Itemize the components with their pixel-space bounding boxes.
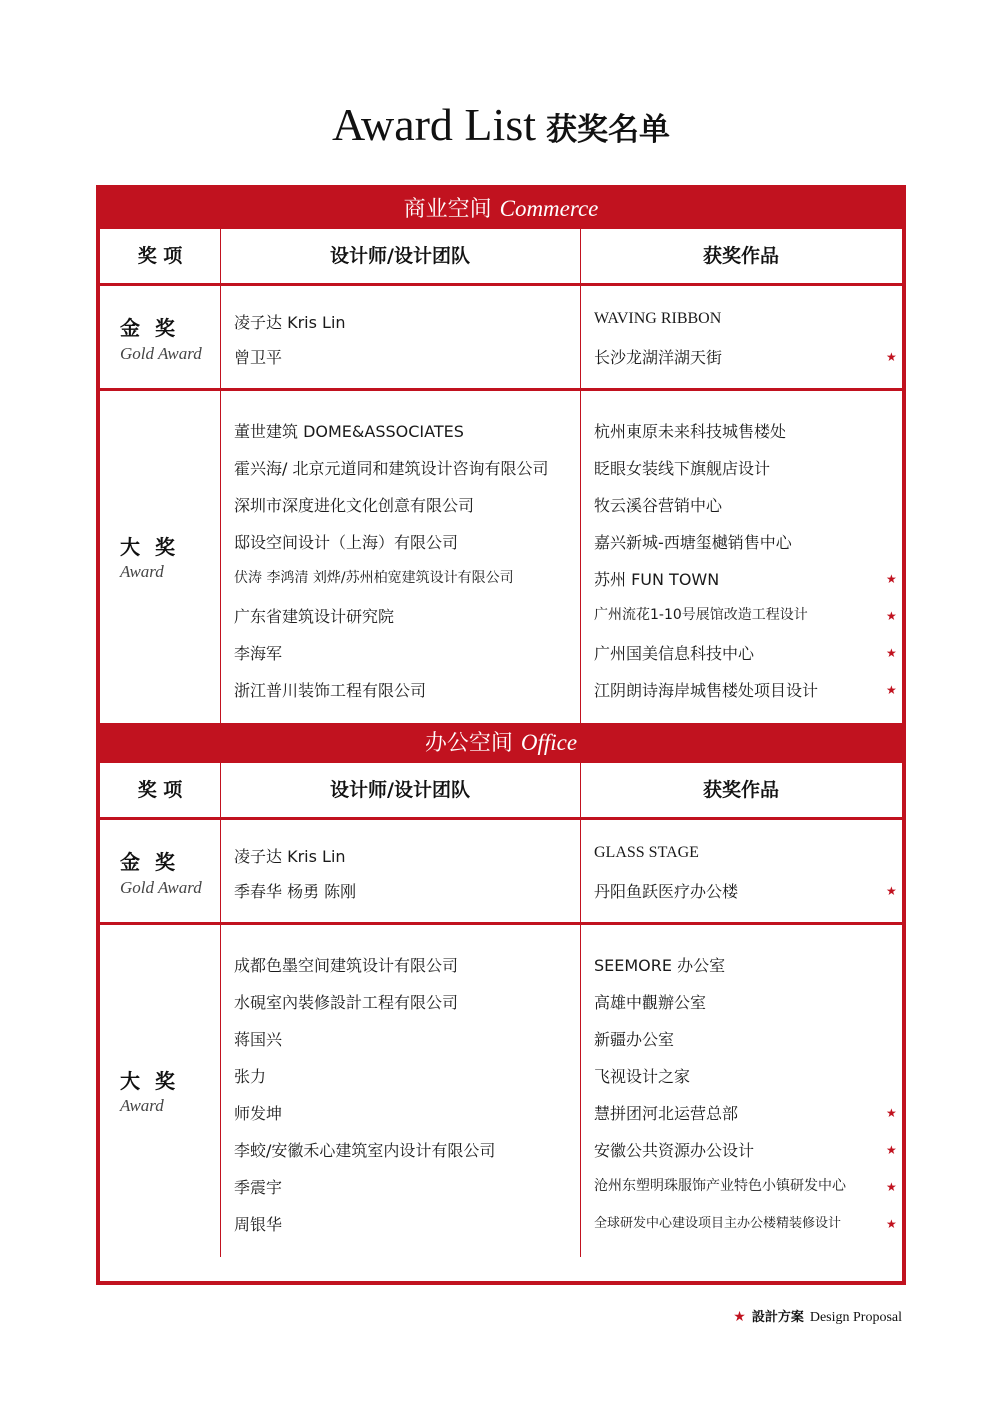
star-icon: ★: [886, 1143, 897, 1157]
header-designer: 设计师/设计团队: [330, 779, 470, 801]
designer-name: 凌子达 Kris Lin: [234, 313, 346, 332]
title-zh: 获奖名单: [546, 112, 670, 148]
award-work: 丹阳鱼跃医疗办公楼: [594, 882, 739, 901]
header-work: 获奖作品: [702, 779, 779, 801]
footer-star-icon: ★: [733, 1309, 746, 1325]
header-award: 奖 项: [137, 245, 183, 267]
section-header: [100, 189, 902, 229]
grand-award-label-en: Award: [120, 562, 164, 581]
designer-name: 水硯室內裝修設計工程有限公司: [234, 993, 459, 1012]
section-header: [100, 723, 902, 763]
section-name-en: Office: [520, 730, 578, 755]
gold-award-label: 金 奖: [120, 316, 179, 340]
award-work: 广州国美信息科技中心: [594, 644, 755, 663]
award-work: 安徽公共资源办公设计: [594, 1141, 755, 1160]
star-icon: ★: [886, 1180, 897, 1194]
award-work: 高雄中觀辦公室: [594, 993, 707, 1012]
star-icon: ★: [886, 350, 897, 364]
award-work: 广州流花1-10号展馆改造工程设计: [594, 607, 808, 623]
header-award: 奖 项: [137, 779, 183, 801]
award-work: 眨眼女装线下旗舰店设计: [594, 459, 771, 478]
designer-name: 凌子达 Kris Lin: [234, 847, 346, 866]
designer-name: 浙江普川装饰工程有限公司: [234, 681, 427, 700]
award-work: SEEMORE 办公室: [594, 956, 726, 975]
star-icon: ★: [886, 1106, 897, 1120]
gold-award-label: 金 奖: [120, 850, 179, 874]
award-work: 杭州東原未来科技城售楼处: [594, 422, 787, 441]
designer-name: 成都色墨空间建筑设计有限公司: [234, 956, 459, 975]
designer-name: 张力: [234, 1067, 267, 1086]
award-work: 苏州 FUN TOWN: [594, 570, 720, 589]
designer-name: 董世建筑 DOME&ASSOCIATES: [234, 422, 464, 441]
award-work: 飞视设计之家: [594, 1067, 691, 1086]
gold-award-label-en: Gold Award: [120, 878, 202, 897]
column-divider: [580, 229, 581, 723]
section-name-zh: 商业空间: [403, 197, 492, 222]
grand-award-label-en: Award: [120, 1096, 164, 1115]
award-work: 沧州东塑明珠服饰产业特色小镇研发中心: [594, 1178, 846, 1194]
designer-name: 广东省建筑设计研究院: [234, 607, 395, 626]
designer-name: 师发坤: [234, 1104, 283, 1123]
star-icon: ★: [886, 884, 897, 898]
section-name-zh: 办公空间: [424, 731, 513, 756]
column-divider: [220, 763, 221, 1257]
footer-en: Design Proposal: [809, 1310, 902, 1325]
award-work: 慧拼团河北运营总部: [594, 1104, 739, 1123]
designer-name: 蒋国兴: [234, 1030, 283, 1049]
column-divider: [220, 229, 221, 723]
star-icon: ★: [886, 646, 897, 660]
designer-name: 霍兴海/ 北京元道同和建筑设计咨询有限公司: [234, 459, 549, 478]
star-icon: ★: [886, 572, 897, 586]
award-table: [96, 185, 906, 1285]
star-icon: ★: [886, 609, 897, 623]
page-title: [0, 92, 1002, 162]
column-divider: [580, 763, 581, 1257]
designer-name: 周银华: [234, 1215, 283, 1234]
designer-name: 曾卫平: [234, 348, 283, 367]
section-name-en: Commerce: [499, 196, 599, 221]
grand-award-label: 大 奖: [120, 1069, 179, 1093]
award-work: 长沙龙湖洋湖天街: [594, 348, 723, 367]
designer-name: 深圳市深度进化文化创意有限公司: [234, 496, 475, 515]
award-work: 江阴朗诗海岸城售楼处项目设计: [594, 681, 819, 700]
award-work: WAVING RIBBON: [594, 310, 722, 327]
header-designer: 设计师/设计团队: [330, 245, 470, 267]
award-work: 嘉兴新城-西塘玺樾销售中心: [594, 533, 792, 552]
designer-name: 李蛟/安徽禾心建筑室内设计有限公司: [234, 1141, 496, 1160]
designer-name: 季春华 杨勇 陈刚: [234, 882, 357, 901]
star-icon: ★: [886, 683, 897, 697]
star-icon: ★: [886, 1217, 897, 1231]
designer-name: 伏涛 李鸿清 刘烨/苏州柏宽建筑设计有限公司: [234, 570, 514, 586]
footer: [733, 1306, 902, 1326]
header-work: 获奖作品: [702, 245, 779, 267]
designer-name: 季震宇: [234, 1178, 283, 1197]
award-work: 牧云溪谷营销中心: [594, 496, 723, 515]
designer-name: 邸设空间设计（上海）有限公司: [234, 533, 459, 552]
award-work: GLASS STAGE: [594, 844, 699, 861]
designer-name: 李海军: [234, 644, 283, 663]
footer-zh: 設計方案: [751, 1310, 804, 1325]
award-work: 新疆办公室: [594, 1030, 675, 1049]
grand-award-label: 大 奖: [120, 535, 179, 559]
gold-award-label-en: Gold Award: [120, 344, 202, 363]
title-en: Award List: [331, 99, 536, 150]
award-work: 全球研发中心建设项目主办公楼精装修设计: [594, 1216, 842, 1231]
